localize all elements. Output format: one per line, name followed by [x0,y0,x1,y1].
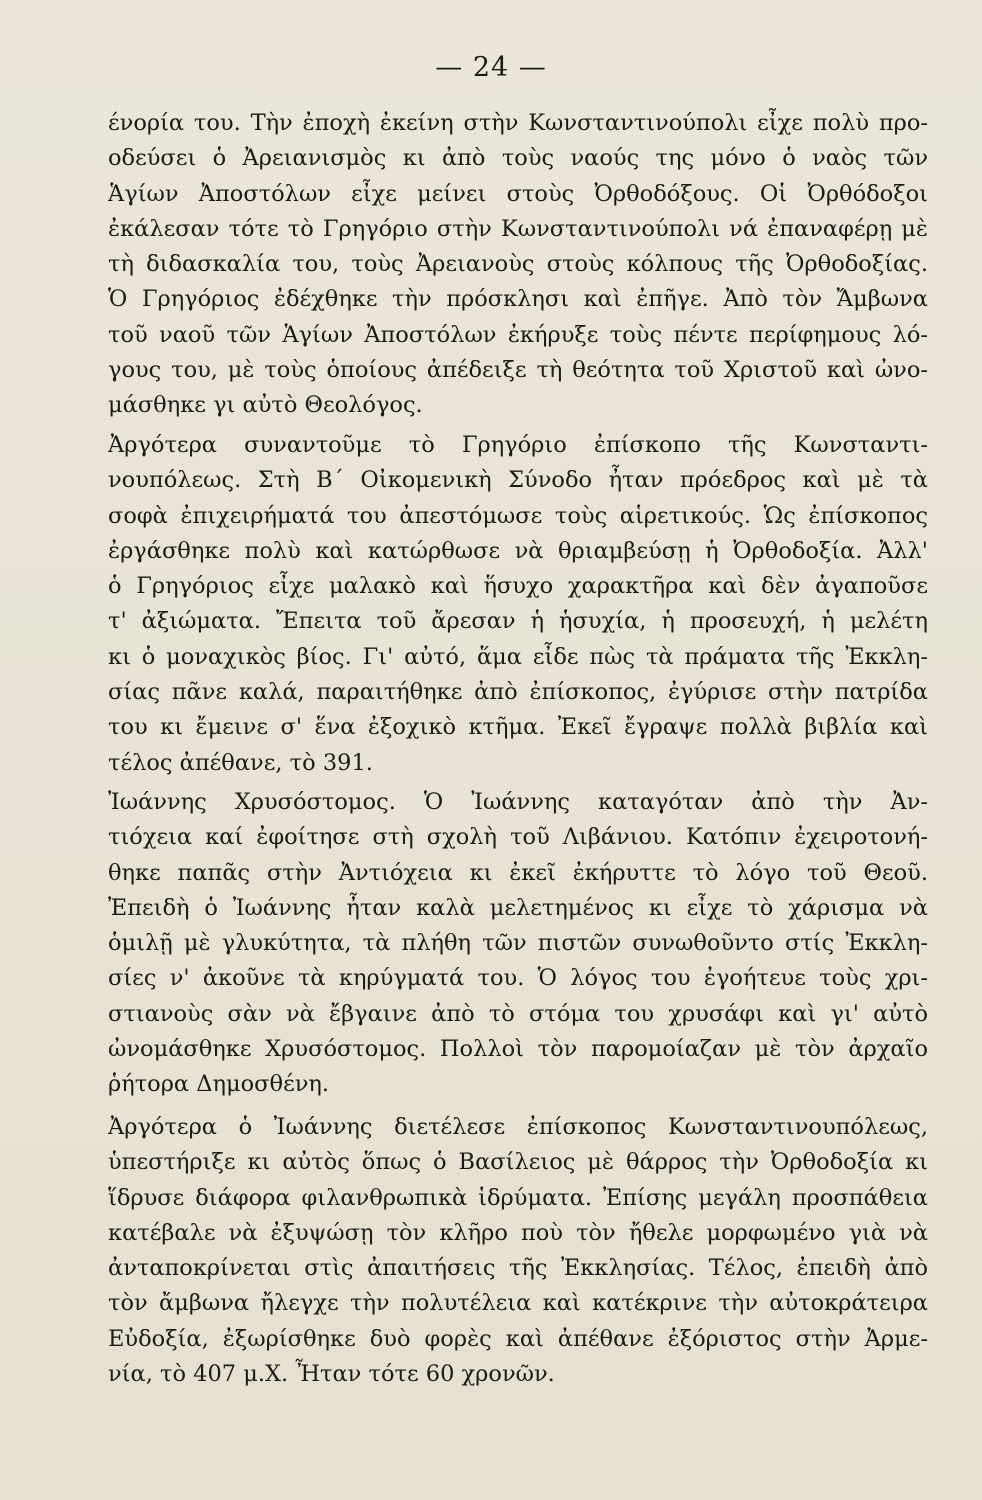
text-line: ἐκάλεσαν τότε τὸ Γρηγόριο στὴν Κωνσταντινούπολι νά ἐπαναφέρῃ μὲ [108,215,928,242]
text-line: τὴ διδασκαλία του, τοὺς Ἀρειανοὺς στοὺς κόλπους τῆς Ὀρθοδοξίας. [108,251,928,278]
text-line: γους του, μὲ τοὺς ὁποίους ἀπέδειξε τὴ θεότητα τοῦ Χριστοῦ καὶ ὠνο- [108,357,928,384]
text-line: ἵδρυσε διάφορα φιλανθρωπικὰ ἱδρύματα. Ἐπίσης μεγάλη προσπάθεια [108,1184,928,1211]
text-line: ῥήτορα Δημοσθένη. [108,1071,330,1098]
text-line: Ἰωάννης Χρυσόστομος. Ὁ Ἰωάννης καταγόταν ἀπὸ τὴν Ἀν- [108,789,928,815]
text-line: νουπόλεως. Στὴ Β΄ Οἰκομενικὴ Σύνοδο ἦταν πρόεδρος καὶ μὲ τὰ [108,467,928,494]
text-line: τὸν ἄμβωνα ἤλεγχε τὴν πολυτέλεια καὶ κατέκρινε τὴν αὐτοκράτειρα [108,1290,928,1317]
text-line: του κι ἔμεινε σ' ἕνα ἐξοχικὸ κτῆμα. Ἐκεῖ ἔγραψε πολλὰ βιβλία καὶ [108,714,928,741]
page-number: — 24 — [435,52,547,83]
text-line: ένορία του. Τὴν ἐποχὴ ἐκείνη στὴν Κωνσταντινούπολι εἶχε πολὺ προ- [108,110,928,136]
text-line: θηκε παπᾶς στὴν Ἀντιόχεια κι ἐκεῖ ἐκήρυττε τὸ λόγο τοῦ Θεοῦ. [108,859,928,886]
text-line: Εὐδοξία, ἐξωρίσθηκε δυὸ φορὲς καὶ ἀπέθανε ἐξόριστος στὴν Ἀρμε- [108,1325,928,1352]
text-line: τοῦ ναοῦ τῶν Ἁγίων Ἀποστόλων ἐκήρυξε τοὺς πέντε περίφημους λό- [108,321,928,348]
paragraph-gregory-constantinople [108,106,928,424]
text-line: ὁμιλῇ μὲ γλυκύτητα, τὰ πλήθη τῶν πιστῶν συνωθοῦντο στίς Ἐκκλη- [108,930,928,957]
text-line: ὑπεστήριξε κι αὐτὸς ὅπως ὁ Βασίλειος μὲ θάρρος τὴν Ὀρθοδοξία κι [108,1149,928,1176]
text-line: κι ὁ μοναχικὸς βίος. Γι' αὐτό, ἅμα εἶδε πὼς τὰ πράματα τῆς Ἐκκλη- [108,643,928,670]
text-line: ὠνομάσθηκε Χρυσόστομος. Πολλοὶ τὸν παρομοίαζαν μὲ τὸν ἀρχαῖο [108,1036,928,1063]
paragraph-john-bishop [108,1110,928,1392]
text-line: σίας πᾶνε καλά, παραιτήθηκε ἀπὸ ἐπίσκοπος, ἐγύρισε στὴν πατρίδα [108,679,928,706]
text-line: σίες ν' ἀκοῦνε τὰ κηρύγματά του. Ὁ λόγος του ἐγοήτευε τοὺς χρι- [108,965,928,992]
text-line: κατέβαλε νὰ ἐξυψώσῃ τὸν κλῆρο ποὺ τὸν ἤθελε μορφωμένο γιὰ νὰ [108,1219,928,1246]
text-line: νία, τὸ 407 μ.Χ. Ἦταν τότε 60 χρονῶν. [108,1361,555,1388]
text-line: ὁ Γρηγόριος εἶχε μαλακὸ καὶ ἥσυχο χαρακτῆρα καὶ δὲν ἀγαποῦσε [108,573,928,600]
text-line: ἐργάσθηκε πολὺ καὶ κατώρθωσε νὰ θριαμβεύσῃ ἡ Ὀρθοδοξία. Ἀλλ' [108,537,928,564]
text-line: Ἀργότερα συναντοῦμε τὸ Γρηγόριο ἐπίσκοπο τῆς Κωνσταντι- [108,432,928,458]
text-line: τιόχεια καί ἐφοίτησε στὴ σχολὴ τοῦ Λιβάνιου. Κατόπιν ἐχειροτονή- [108,824,928,851]
text-line: Ἐπειδὴ ὁ Ἰωάννης ἦταν καλὰ μελετημένος κι εἶχε τὸ χάρισμα νὰ [108,894,928,921]
text-line: Ἀργότερα ὁ Ἰωάννης διετέλεσε ἐπίσκοπος Κωνσταντινουπόλεως, [108,1114,928,1140]
text-line: τέλος ἀπέθανε, τὸ 391. [108,749,373,776]
text-line: οδεύσει ὁ Ἀρειανισμὸς κι ἀπὸ τοὺς ναούς της μόνο ὁ ναὸς τῶν [108,145,928,172]
text-line: μάσθηκε γι αὐτὸ Θεολόγος. [108,392,423,419]
text-line: ἀνταποκρίνεται στὶς ἀπαιτήσεις τῆς Ἐκκλησίας. Τέλος, ἐπειδὴ ἀπὸ [108,1255,928,1282]
text-line: Ὁ Γρηγόριος ἐδέχθηκε τὴν πρόσκλησι καὶ ἐπῆγε. Ἀπὸ τὸν Ἄμβωνα [108,286,928,313]
text-line: τ' ἀξιώματα. Ἔπειτα τοῦ ἄρεσαν ἡ ἡσυχία, ἡ προσευχή, ἡ μελέτη [108,608,928,635]
paragraph-gregory-bishop [108,428,928,781]
text-line: σοφὰ ἐπιχειρήματά του ἀπεστόμωσε τοὺς αἱρετικούς. Ὡς ἐπίσκοπος [108,502,928,529]
text-line: στιανοὺς σὰν νὰ ἔβγαινε ἀπὸ τὸ στόμα του χρυσάφι καὶ γι' αὐτὸ [108,1000,928,1027]
paragraph-john-chrysostom [108,785,928,1103]
text-line: Ἁγίων Ἀποστόλων εἶχε μείνει στοὺς Ὀρθοδόξους. Οἱ Ὀρθόδοξοι [108,180,928,207]
